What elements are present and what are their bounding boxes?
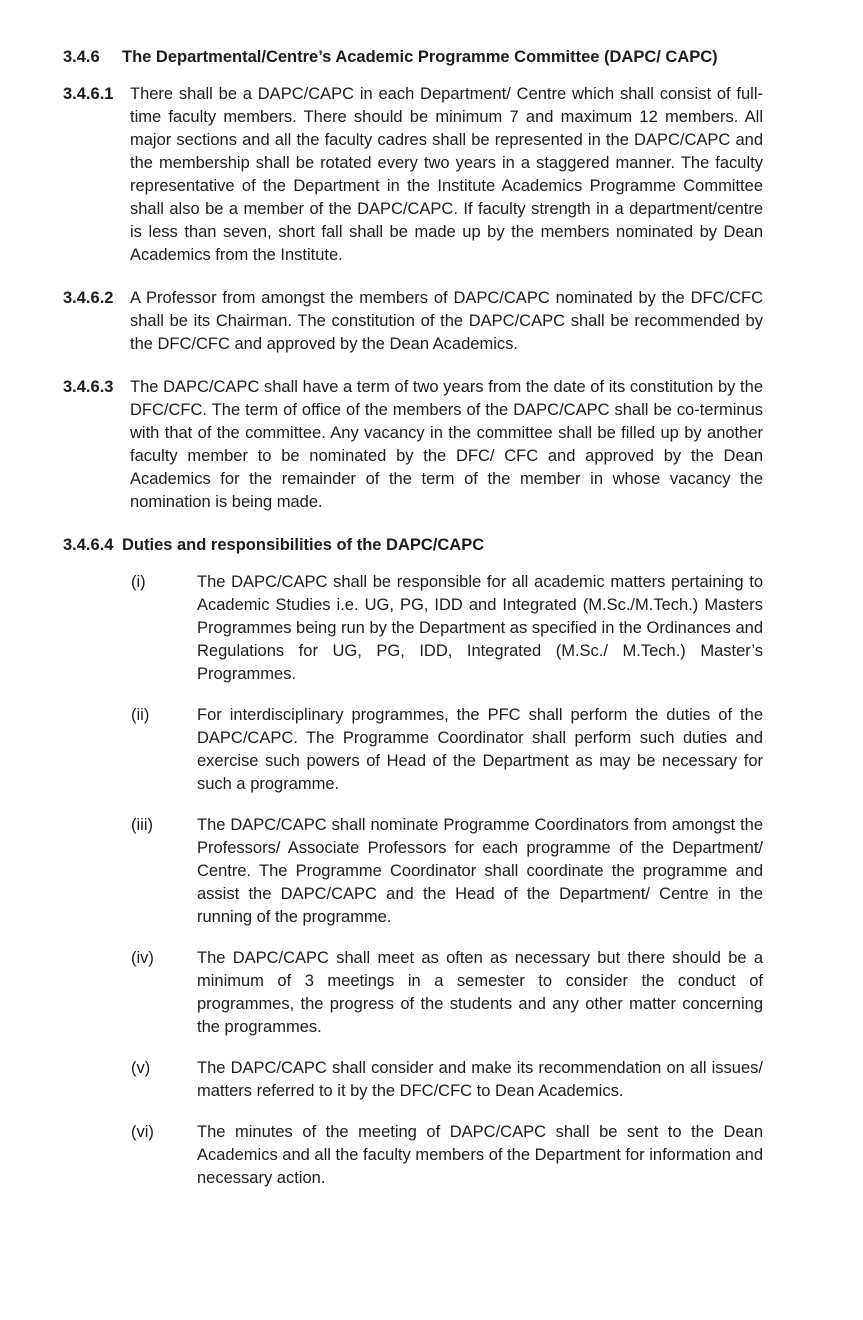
list-item-text: The DAPC/CAPC shall nominate Programme Coordinators from amongst the Professors/ Associate Professors for each programme of the Department/ Centre. The Programme Coordinator shall coordinate the programme and assist the DAPC/CAPC and the Head of the Department/ Centre in the running of the programme. [197, 816, 763, 926]
list-marker: (v) [131, 1059, 151, 1077]
list-marker: (iv) [131, 949, 154, 967]
list-marker: (iii) [131, 816, 153, 834]
section-number: 3.4.6.4 [63, 536, 114, 554]
list-item-iv [131, 947, 763, 1039]
clause-text: There shall be a DAPC/CAPC in each Department/ Centre which shall consist of full-time faculty members. There should be minimum 7 and maximum 12 members. All major sections and all the faculty cadres shall be represented in the DAPC/CAPC and the membership shall be rotated every two years in a staggered manner. The faculty representative of the Department in the Institute Academics Programme Committee shall also be a member of the DAPC/CAPC. If faculty strength in a department/centre is less than seven, short fall shall be made up by the members nominated by Dean Academics from the Institute. [130, 85, 763, 264]
section-heading-text: The Departmental/Centre’s Academic Programme Committee (DAPC/ CAPC) [122, 48, 718, 66]
section-number: 3.4.6 [63, 48, 100, 66]
section-heading-3-4-6-4 [63, 534, 763, 557]
list-item-v [131, 1057, 763, 1103]
list-item-text: The DAPC/CAPC shall be responsible for all academic matters pertaining to Academic Studies i.e. UG, PG, IDD and Integrated (M.Sc./M.Tech.) Masters Programmes being run by the Department as specified in the Ordinances and Regulations for UG, PG, IDD, Integrated (M.Sc./ M.Tech.) Master’s Programmes. [197, 573, 763, 683]
section-heading-3-4-6 [63, 46, 763, 69]
list-item-i [131, 571, 763, 686]
list-marker: (vi) [131, 1123, 154, 1141]
list-item-vi [131, 1121, 763, 1190]
list-marker: (ii) [131, 706, 150, 724]
clause-text: The DAPC/CAPC shall have a term of two years from the date of its constitution by the DFC/CFC. The term of office of the members of the DAPC/CAPC shall be co-terminus with that of the committee. Any vacancy in the committee shall be filled up by another faculty member to be nominated by the DFC/ CFC and approved by the Dean Academics for the remainder of the term of the member in whose vacancy the nomination is being made. [130, 378, 763, 511]
list-marker: (i) [131, 573, 146, 591]
clause-number: 3.4.6.3 [63, 378, 114, 396]
list-item-iii [131, 814, 763, 929]
clause-number: 3.4.6.1 [63, 85, 114, 103]
list-item-text: The minutes of the meeting of DAPC/CAPC shall be sent to the Dean Academics and all the faculty members of the Department for information and necessary action. [197, 1123, 763, 1187]
clause-text: A Professor from amongst the members of DAPC/CAPC nominated by the DFC/CFC shall be its Chairman. The constitution of the DAPC/CAPC shall be recommended by the DFC/CFC and approved by the Dean Academics. [130, 289, 763, 353]
list-item-text: The DAPC/CAPC shall consider and make its recommendation on all issues/ matters referred to it by the DFC/CFC to Dean Academics. [197, 1059, 763, 1100]
list-item-text: For interdisciplinary programmes, the PFC shall perform the duties of the DAPC/CAPC. The Programme Coordinator shall perform such duties and exercise such powers of Head of the Department as may be necessary for such a programme. [197, 706, 763, 793]
duties-list [63, 571, 763, 1190]
clause-number: 3.4.6.2 [63, 289, 114, 307]
paragraph-3-4-6-3 [63, 376, 763, 514]
paragraph-3-4-6-2 [63, 287, 763, 356]
list-item-ii [131, 704, 763, 796]
section-heading-text: Duties and responsibilities of the DAPC/CAPC [122, 536, 485, 554]
list-item-text: The DAPC/CAPC shall meet as often as necessary but there should be a minimum of 3 meetings in a semester to consider the conduct of programmes, the progress of the students and any other matter concerning the programmes. [197, 949, 763, 1036]
paragraph-3-4-6-1 [63, 83, 763, 267]
